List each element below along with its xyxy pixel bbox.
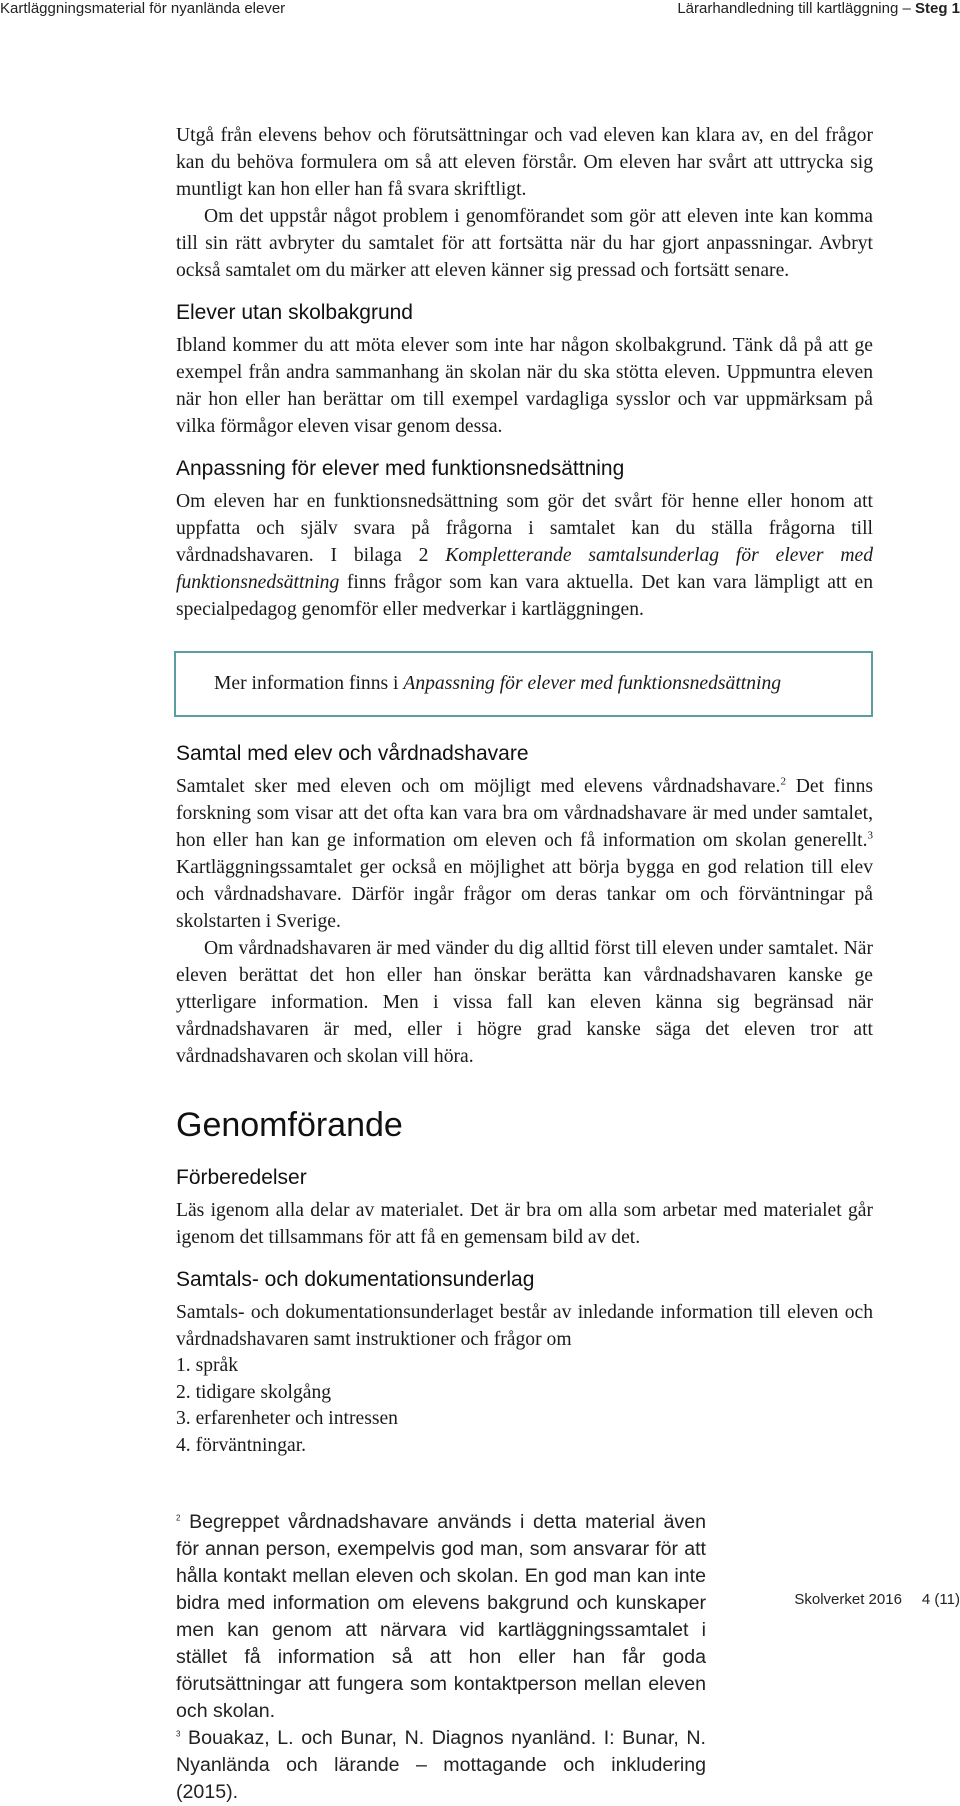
info-box-text <box>214 673 781 695</box>
samtal-text-c: Kartläggningssamtalet ger också en möjlighet att börja bygga en god relation till elev och vårdnadshavare. Därför ingår frågor om deras tankar om och förväntningar på skolstarten i Sverige. <box>176 857 873 932</box>
topic-list <box>176 1353 873 1459</box>
info-box <box>174 651 873 717</box>
page-number: 4 (11) <box>921 1591 960 1608</box>
heading-anpassning: Anpassning för elever med funktionsnedsättning <box>176 457 625 480</box>
footnotes <box>176 1509 706 1806</box>
footer-org: Skolverket 2016 <box>794 1591 902 1608</box>
anpassning-text-b: finns frågor som kan vara aktuella. Det kan vara lämpligt att en specialpedagog genomför eller medverkar i kartläggningen. <box>176 572 873 620</box>
heading-underlag: Samtals- och dokumentationsunderlag <box>176 1268 535 1291</box>
heading-elever-utan-skolbakgrund: Elever utan skolbakgrund <box>176 301 413 324</box>
list-item: 3. erfarenheter och intressen <box>176 1408 398 1429</box>
running-header-right <box>677 0 960 17</box>
page-footer <box>794 1591 960 1608</box>
samtal-text-a: Samtalet sker med eleven och om möjligt med elevens vårdnadshavare. <box>176 776 781 797</box>
footnote-ref-2: 2 <box>780 775 786 788</box>
heading-forberedelser: Förberedelser <box>176 1166 307 1189</box>
samtal-paragraph-1 <box>176 773 873 935</box>
samtal-paragraph-2: Om vårdnadshavaren är med vänder du dig alltid först till eleven under samtalet. När eleven berättat det hon eller han önskar berätta kan vårdnadshavaren kanske ge ytterligare information. Men i vissa fall kan eleven känna sig begränsad när vårdnadshavaren är med, eller i högre grad kanske säga det eleven tror att vårdnadshavaren och skolan vill höra. <box>176 938 873 1067</box>
heading-genomforande: Genomförande <box>176 1106 403 1144</box>
footnote-3 <box>176 1725 706 1806</box>
list-item: 2. tidigare skolgång <box>176 1381 332 1403</box>
list-item: 1. språk <box>176 1355 239 1376</box>
info-box-link-title: Anpassning för elever med funktionsnedsättning <box>403 673 782 694</box>
anpassning-paragraph <box>176 488 873 623</box>
list-item: 4. förväntningar. <box>176 1434 307 1456</box>
intro-paragraph-2: Om det uppstår något problem i genomförandet som gör att eleven inte kan komma till sin rätt avbryter du samtalet för att fortsätta när du har gjort anpassningar. Avbryt också samtalet om du märker att eleven känner sig pressad och fortsätt senare. <box>176 206 873 281</box>
forberedelser-paragraph: Läs igenom alla delar av materialet. Det är bra om alla som arbetar med materialet går igenom det tillsammans för att få en gemensam bild av det. <box>176 1200 873 1248</box>
underlag-paragraph: Samtals- och dokumentationsunderlaget består av inledande information till eleven och vårdnadshavaren samt instruktioner och frågor om <box>176 1302 873 1350</box>
footnote-2 <box>176 1509 706 1725</box>
heading-samtal: Samtal med elev och vårdnadshavare <box>176 742 529 765</box>
header-step: Steg 1 <box>914 0 960 17</box>
footnote-ref-3: 3 <box>867 829 873 842</box>
footnote-2-number: 2 <box>176 1513 181 1523</box>
bilaga-title: Kompletterande samtalsunderlag för elever med funktionsnedsättning <box>176 545 873 593</box>
footnote-3-number: 3 <box>176 1729 181 1739</box>
header-right-text: Lärarhandledning till kartläggning – <box>677 0 915 17</box>
main-content <box>176 122 873 1459</box>
info-box-prefix: Mer information finns i <box>214 673 404 694</box>
anpassning-text-a: Om eleven har en funktionsnedsättning som gör det svårt för henne eller honom att uppfatta och själv svara på frågorna i samtalet kan du ställa frågorna till vårdnadshavaren. I bilaga 2 <box>176 491 873 566</box>
intro-paragraph-1: Utgå från elevens behov och förutsättningar och vad eleven kan klara av, en del frågor kan du behöva formulera om så att eleven förstår. Om eleven har svårt att uttrycka sig muntligt kan hon eller han få svara skriftligt. <box>176 125 873 200</box>
footnote-2-text: Begreppet vårdnadshavare används i detta material även för annan person, exempelvis god man, som ansvarar för att hålla kontakt mellan eleven och skolan. En god man kan inte bidra med information om elevens bakgrund och kunskaper men kan genom att närvara vid kartläggningssamtalet i stället få information så att hon eller han får goda förutsättningar att fungera som kontaktperson mellan eleven och skolan. <box>176 1511 706 1722</box>
samtal-text-b: Det finns forskning som visar att det ofta kan vara bra om vårdnadshavare är med under samtalet, hon eller han kan ge information om eleven och få information om skolan generellt. <box>176 776 873 851</box>
running-header-left: Kartläggningsmaterial för nyanlända elever <box>0 0 286 17</box>
skolbakgrund-paragraph: Ibland kommer du att möta elever som inte har någon skolbakgrund. Tänk då på att ge exempel från andra sammanhang än skolan när du ska stötta eleven. Uppmuntra eleven när hon eller han berättar om till exempel vardagliga sysslor och var uppmärksam på vilka förmågor eleven visar genom dessa. <box>176 335 873 437</box>
footnote-3-text: Bouakaz, L. och Bunar, N. Diagnos nyanländ. I: Bunar, N. Nyanlända och lärande – mottagande och inkludering (2015). <box>176 1727 706 1803</box>
